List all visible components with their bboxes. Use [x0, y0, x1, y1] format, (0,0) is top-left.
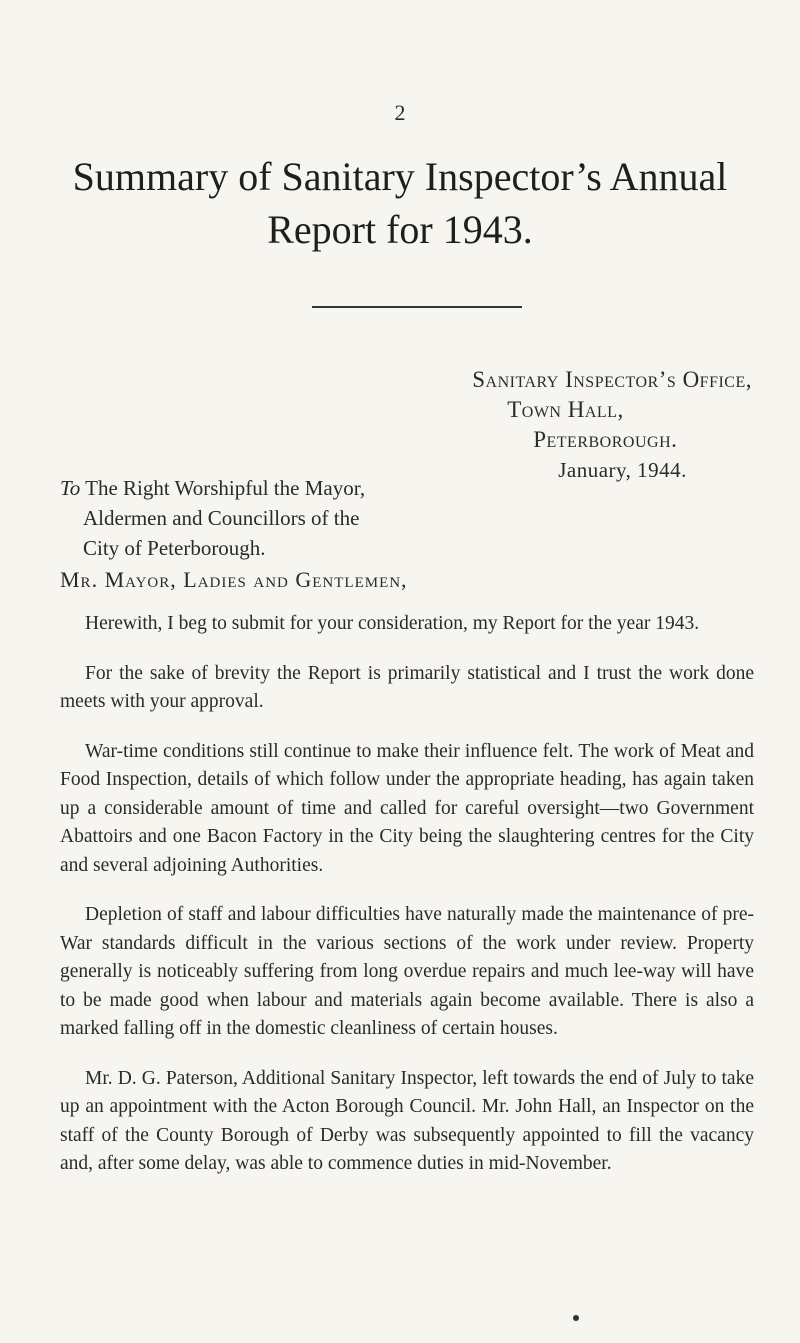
- paragraph: Herewith, I beg to submit for your consideration, my Report for the year 1943.: [85, 613, 700, 634]
- letter-body: [60, 610, 754, 1200]
- title-line-2: Report for 1943.: [267, 207, 533, 252]
- sender-address: [472, 365, 752, 485]
- recipient-prefix: To: [60, 476, 81, 500]
- address-office: Sanitary Inspector’s Office,: [472, 367, 752, 392]
- recipient-block: [60, 473, 365, 563]
- page-mark: [573, 1315, 579, 1321]
- salutation: Mr. Mayor, Ladies and Gentlemen,: [60, 567, 408, 592]
- paragraph: Mr. D. G. Paterson, Additional Sanitary Inspector, left towards the end of July to take up an appointment with the Acton Borough Council. Mr. John Hall, an Inspector on the staff of the County Borough of Derby was subsequently appointed to fill the vacancy and, after some delay, was able to commence duties in mid-November.: [60, 1067, 754, 1174]
- letter-date: January, 1944.: [558, 458, 687, 482]
- recipient-line-2: Aldermen and Councillors of the: [83, 506, 360, 530]
- address-hall: Town Hall,: [507, 397, 624, 422]
- page-number: 2: [394, 100, 406, 125]
- page-title: [0, 150, 800, 256]
- title-divider: [312, 306, 522, 308]
- paragraph: War-time conditions still continue to make their influence felt. The work of Meat and Food Inspection, details of which follow under the appropriate heading, has again taken up a considerable amount of time and called for careful oversight—two Government Abattoirs and one Bacon Factory in the City being the slaughtering centres for the City and several adjoining Authorities.: [60, 740, 754, 876]
- paragraph: For the sake of brevity the Report is primarily statistical and I trust the work done meets with your approval.: [60, 662, 754, 712]
- title-line-1: Summary of Sanitary Inspector’s Annual: [72, 154, 728, 199]
- recipient-line-3: City of Peterborough.: [83, 536, 266, 560]
- address-city: Peterborough.: [533, 427, 678, 452]
- recipient-line-1: The Right Worshipful the Mayor,: [85, 476, 366, 500]
- paragraph: Depletion of staff and labour difficulties have naturally made the maintenance of pre-War standards difficult in the various sections of the work under review. Property generally is noticeably suffering from long overdue repairs and much lee-way will have to be made good when labour and materials again become available. There is also a marked falling off in the domestic cleanliness of certain houses.: [60, 904, 754, 1039]
